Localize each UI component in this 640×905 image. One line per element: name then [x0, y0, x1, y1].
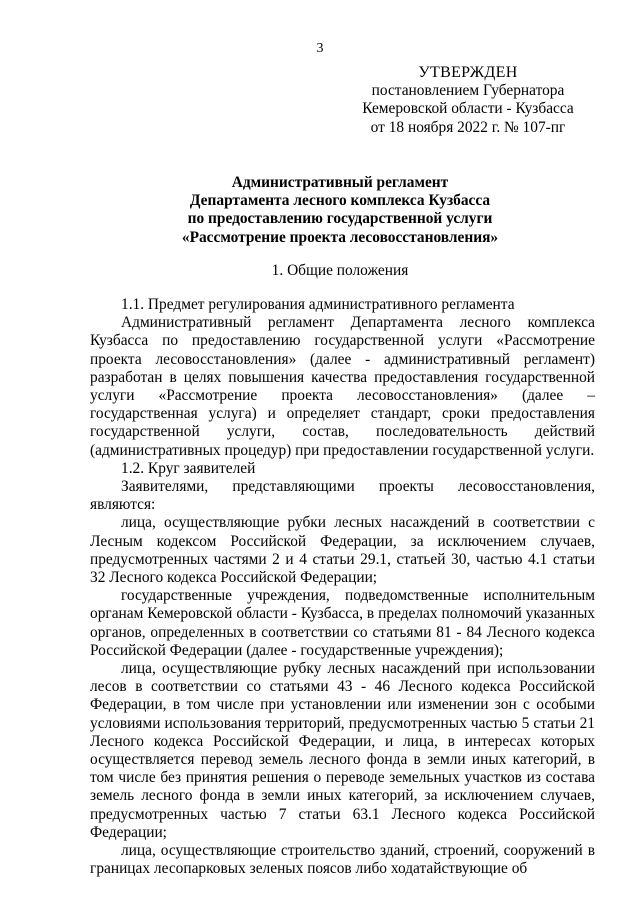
body-paragraph: Заявителями, представляющими проекты лесовосстановления, являются:	[90, 478, 595, 514]
approval-stamp	[350, 64, 586, 137]
body-paragraph: государственные учреждения, подведомственные исполнительным органам Кемеровской области - Кузбасса, в пределах полномочий указанных органов, определенных в соответствии со статьями 81 - 84 Лесного кодекса Российской Федерации (далее - государственные учреждения);	[90, 587, 595, 659]
approval-line: постановлением Губернатора	[371, 82, 565, 100]
subsection-heading: 1.2. Круг заявителей	[121, 459, 256, 477]
document-title-line: по предоставлению государственной услуги	[187, 210, 493, 228]
document-title-line: Департамента лесного комплекса Кузбасса	[189, 192, 491, 210]
body-paragraph: лица, осуществляющие строительство зданий, строений, сооружений в границах лесопарковых зеленых поясов либо ходатайствующие об	[90, 842, 595, 878]
subsection-heading: 1.1. Предмет регулирования административного регламента	[121, 296, 515, 313]
document-body	[90, 296, 595, 879]
body-paragraph: Административный регламент Департамента лесного комплекса Кузбасса по предоставлению государственной услуги «Рассмотрение проекта лесовосстановления» (далее - административный регламент) разработан в целях повышения качества предоставления государственной услуги «Рассмотрение проекта лесовосстановления» (далее – государственная услуга) и определяет стандарт, сроки предоставления государственной услуги, состав, последовательность действий (административных процедур) при предоставлении государственной услуги.	[90, 314, 595, 459]
approval-line: от 18 ноября 2022 г. № 107-пг	[370, 118, 566, 136]
section-heading: 1. Общие положения	[271, 262, 409, 279]
approval-line: Кемеровской области - Кузбасса	[362, 100, 574, 118]
approval-title: УТВЕРЖДЕН	[418, 64, 518, 81]
body-paragraph: лица, осуществляющие рубку лесных насаждений при использовании лесов в соответствии со статьями 43 - 46 Лесного кодекса Российской Федерации, в том числе при установлении или изменении зон с особыми условиями использования территорий, предусмотренных частью 5 статьи 21 Лесного кодекса Российской Федерации, и лица, в интересах которых осуществляется перевод земель лесного фонда в земли иных категорий, в том числе без принятия решения о переводе земельных участков из состава земель лесного фонда в земли иных категорий, за исключением случаев, предусмотренных частью 7 статьи 63.1 Лесного кодекса Российской Федерации;	[90, 660, 595, 841]
body-paragraph: лица, осуществляющие рубки лесных насаждений в соответствии с Лесным кодексом Российской Федерации, за исключением случаев, предусмотренных частями 2 и 4 статьи 29.1, статьей 30, частью 4.1 статьи 32 Лесного кодекса Российской Федерации;	[90, 514, 595, 587]
document-title-line: «Рассмотрение проекта лесовосстановления»	[181, 228, 499, 246]
document-title	[90, 174, 590, 247]
page-number: 3	[316, 41, 324, 56]
document-title-line: Административный регламент	[231, 174, 449, 191]
